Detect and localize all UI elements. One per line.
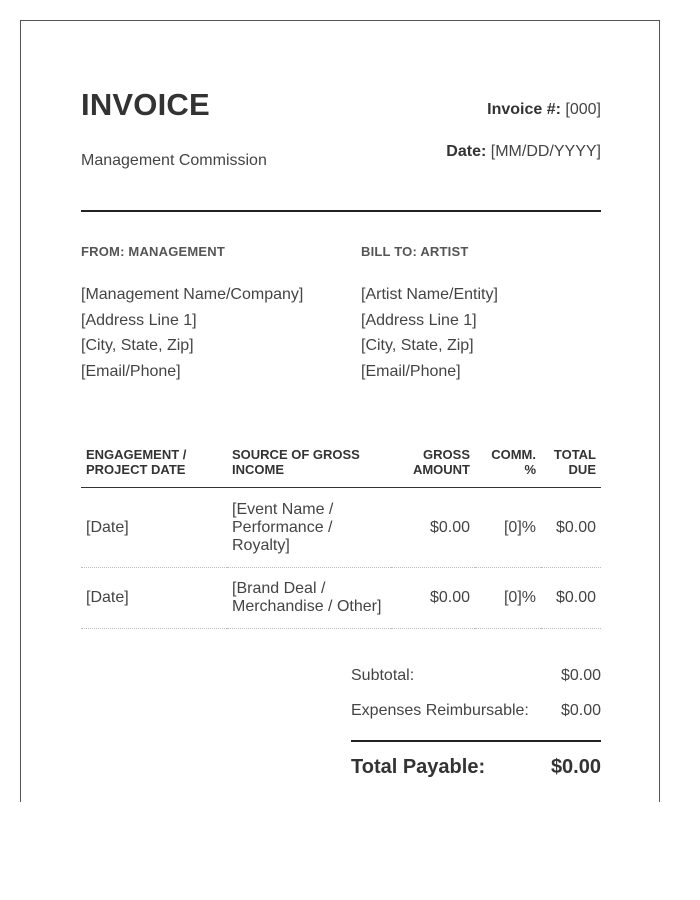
- cell-source: [Brand Deal / Merchandise / Other]: [227, 568, 391, 629]
- expenses-value: $0.00: [560, 702, 601, 719]
- table-header-row: [81, 439, 601, 488]
- bill-to-line: [City, State, Zip]: [361, 337, 474, 354]
- cell-gross: $0.00: [391, 488, 475, 568]
- cell-total: $0.00: [541, 488, 601, 568]
- cell-comm: [0]%: [475, 488, 541, 568]
- from-block: [81, 244, 331, 384]
- invoice-page: [20, 20, 660, 802]
- table-row: [81, 568, 601, 629]
- invoice-number-value: [000]: [565, 101, 601, 118]
- invoice-subtitle: Management Commission: [81, 152, 267, 169]
- from-heading: FROM: MANAGEMENT: [81, 244, 226, 259]
- subtotal-value: $0.00: [560, 667, 601, 684]
- total-payable-value: $0.00: [550, 756, 601, 778]
- total-payable-row: [351, 756, 601, 779]
- bill-to-line: [Email/Phone]: [361, 362, 461, 380]
- column-header-total: TOTAL DUE: [541, 439, 601, 488]
- expenses-row: [351, 702, 601, 720]
- subtotal-row: [351, 667, 601, 685]
- expenses-label: Expenses Reimbursable:: [351, 702, 529, 719]
- invoice-number-label: Invoice #:: [487, 101, 561, 118]
- bill-to-line: [Artist Name/Entity]: [361, 286, 498, 303]
- cell-source: [Event Name / Performance / Royalty]: [227, 488, 391, 568]
- totals-divider: [351, 740, 601, 742]
- column-header-gross: GROSS AMOUNT: [391, 439, 475, 488]
- cell-comm: [0]%: [475, 568, 541, 629]
- table-row: [81, 488, 601, 568]
- bill-to-block: [361, 244, 611, 384]
- invoice-date: [446, 143, 601, 161]
- bill-to-heading: BILL TO: ARTIST: [361, 244, 469, 259]
- cell-gross: $0.00: [391, 568, 475, 629]
- invoice-date-label: Date:: [446, 143, 487, 160]
- line-items-table: [81, 439, 601, 629]
- column-header-date: ENGAGEMENT / PROJECT DATE: [81, 439, 227, 488]
- header-divider: [81, 210, 601, 212]
- invoice-title: INVOICE: [81, 87, 210, 122]
- from-line: [City, State, Zip]: [81, 337, 194, 354]
- cell-total: $0.00: [541, 568, 601, 629]
- from-line: [Address Line 1]: [81, 311, 197, 329]
- bill-to-line: [Address Line 1]: [361, 311, 477, 329]
- cell-date: [Date]: [81, 488, 227, 568]
- invoice-date-value: [MM/DD/YYYY]: [490, 143, 601, 160]
- column-header-comm: COMM. %: [475, 439, 541, 488]
- subtotal-label: Subtotal:: [351, 667, 415, 684]
- from-line: [Management Name/Company]: [81, 286, 304, 303]
- invoice-number: [487, 101, 601, 119]
- total-payable-label: Total Payable:: [351, 756, 486, 778]
- column-header-source: SOURCE OF GROSS INCOME: [227, 439, 391, 488]
- cell-date: [Date]: [81, 568, 227, 629]
- from-line: [Email/Phone]: [81, 362, 181, 380]
